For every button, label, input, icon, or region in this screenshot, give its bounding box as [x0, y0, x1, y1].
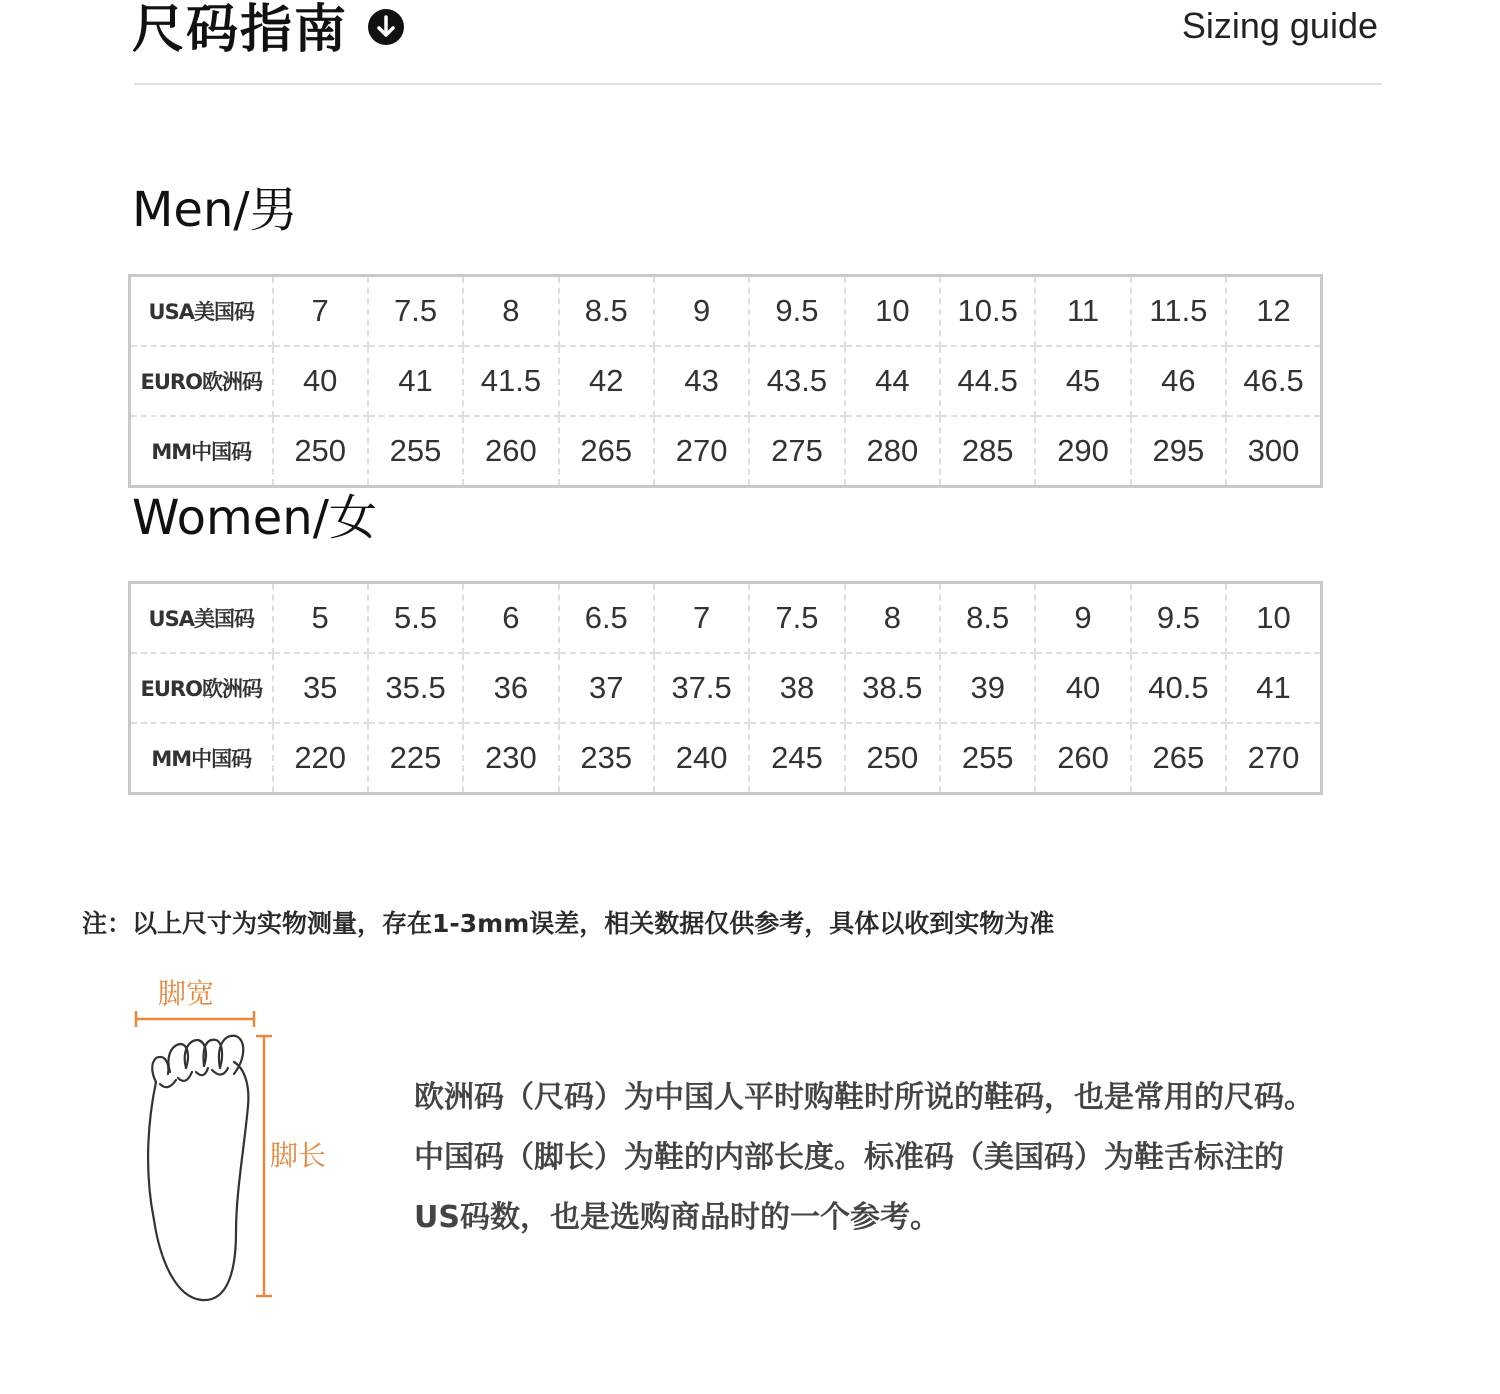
size-cell: 7 — [654, 583, 749, 654]
size-cell: 290 — [1035, 416, 1130, 487]
arrow-down-circle-icon — [367, 8, 405, 46]
size-cell: 8.5 — [940, 583, 1035, 654]
row-label: USA美国码 — [130, 276, 273, 347]
size-cell: 9.5 — [749, 276, 844, 347]
size-cell: 40 — [1035, 653, 1130, 723]
size-cell: 7 — [273, 276, 368, 347]
size-cell: 220 — [273, 723, 368, 794]
size-cell: 39 — [940, 653, 1035, 723]
size-cell: 35 — [273, 653, 368, 723]
row-label: USA美国码 — [130, 583, 273, 654]
size-cell: 255 — [368, 416, 463, 487]
size-cell: 35.5 — [368, 653, 463, 723]
size-cell: 285 — [940, 416, 1035, 487]
page-title: 尺码指南 — [132, 0, 349, 60]
size-cell: 5 — [273, 583, 368, 654]
size-cell: 7.5 — [368, 276, 463, 347]
size-cell: 8 — [845, 583, 940, 654]
size-cell: 40 — [273, 346, 368, 416]
foot-length-label: 脚长 — [270, 1139, 327, 1172]
foot-outline-diagram — [120, 970, 360, 1310]
size-cell: 5.5 — [368, 583, 463, 654]
explanation-line: 欧洲码（尺码）为中国人平时购鞋时所说的鞋码，也是常用的尺码。 — [414, 1080, 1314, 1115]
size-row — [130, 416, 1322, 487]
foot-width-marker — [136, 1011, 254, 1027]
size-cell: 43 — [654, 346, 749, 416]
size-cell: 41 — [1226, 653, 1321, 723]
women-section-title: Women/女 — [132, 490, 377, 546]
size-cell: 9.5 — [1131, 583, 1226, 654]
size-cell: 240 — [654, 723, 749, 794]
size-row — [130, 276, 1322, 347]
size-cell: 11 — [1035, 276, 1130, 347]
size-cell: 10 — [1226, 583, 1321, 654]
size-cell: 36 — [463, 653, 558, 723]
size-cell: 38 — [749, 653, 844, 723]
size-row — [130, 653, 1322, 723]
size-cell: 7.5 — [749, 583, 844, 654]
size-cell: 41.5 — [463, 346, 558, 416]
row-label: EURO欧洲码 — [130, 346, 273, 416]
size-row — [130, 723, 1322, 794]
size-cell: 44 — [845, 346, 940, 416]
row-label: MM中国码 — [130, 416, 273, 487]
size-cell: 250 — [273, 416, 368, 487]
size-cell: 42 — [559, 346, 654, 416]
row-label: MM中国码 — [130, 723, 273, 794]
size-cell: 38.5 — [845, 653, 940, 723]
size-cell: 8.5 — [559, 276, 654, 347]
size-row — [130, 346, 1322, 416]
size-cell: 280 — [845, 416, 940, 487]
size-cell: 6.5 — [559, 583, 654, 654]
size-cell: 265 — [1131, 723, 1226, 794]
size-cell: 270 — [1247, 740, 1300, 775]
size-cell: 260 — [1035, 723, 1130, 794]
size-cell: 250 — [845, 723, 940, 794]
size-cell: 45 — [1035, 346, 1130, 416]
size-cell: 12 — [1226, 276, 1321, 347]
foot-length-marker — [256, 1036, 272, 1296]
page-subtitle: Sizing guide — [1181, 5, 1378, 46]
explanation-line: US码数，也是选购商品时的一个参考。 — [414, 1200, 940, 1235]
size-cell: 44.5 — [940, 346, 1035, 416]
men-section-title: Men/男 — [132, 182, 298, 238]
measurement-note: 注：以上尺寸为实物测量，存在1-3mm误差，相关数据仅供参考，具体以收到实物为准 — [82, 909, 1055, 938]
size-cell: 275 — [749, 416, 844, 487]
size-cell: 43.5 — [749, 346, 844, 416]
size-cell: 11.5 — [1131, 276, 1226, 347]
size-cell: 9 — [654, 276, 749, 347]
size-cell: 295 — [1131, 416, 1226, 487]
size-cell: 46.5 — [1226, 346, 1321, 416]
size-cell: 255 — [940, 723, 1035, 794]
size-cell: 37 — [559, 653, 654, 723]
size-cell: 225 — [368, 723, 463, 794]
size-cell: 270 — [654, 416, 749, 487]
size-cell: 10.5 — [940, 276, 1035, 347]
size-cell: 46 — [1131, 346, 1226, 416]
size-cell: 40.5 — [1131, 653, 1226, 723]
size-cell: 37.5 — [654, 653, 749, 723]
size-row — [130, 583, 1322, 654]
size-cell: 6 — [463, 583, 558, 654]
size-cell: 300 — [1247, 433, 1300, 468]
foot-icon — [148, 1036, 248, 1300]
header-divider — [134, 83, 1382, 85]
row-label: EURO欧洲码 — [130, 653, 273, 723]
women-size-table — [128, 581, 1323, 795]
explanation-line: 中国码（脚长）为鞋的内部长度。标准码（美国码）为鞋舌标注的 — [414, 1140, 1284, 1175]
size-cell: 245 — [749, 723, 844, 794]
size-cell: 230 — [463, 723, 558, 794]
size-cell: 41 — [368, 346, 463, 416]
size-cell: 265 — [559, 416, 654, 487]
size-cell: 9 — [1035, 583, 1130, 654]
men-size-table — [128, 274, 1323, 488]
foot-width-label: 脚宽 — [158, 977, 215, 1010]
size-cell: 8 — [463, 276, 558, 347]
size-cell: 235 — [559, 723, 654, 794]
explanation-text — [414, 1068, 1394, 1248]
size-cell: 10 — [845, 276, 940, 347]
size-cell: 260 — [463, 416, 558, 487]
